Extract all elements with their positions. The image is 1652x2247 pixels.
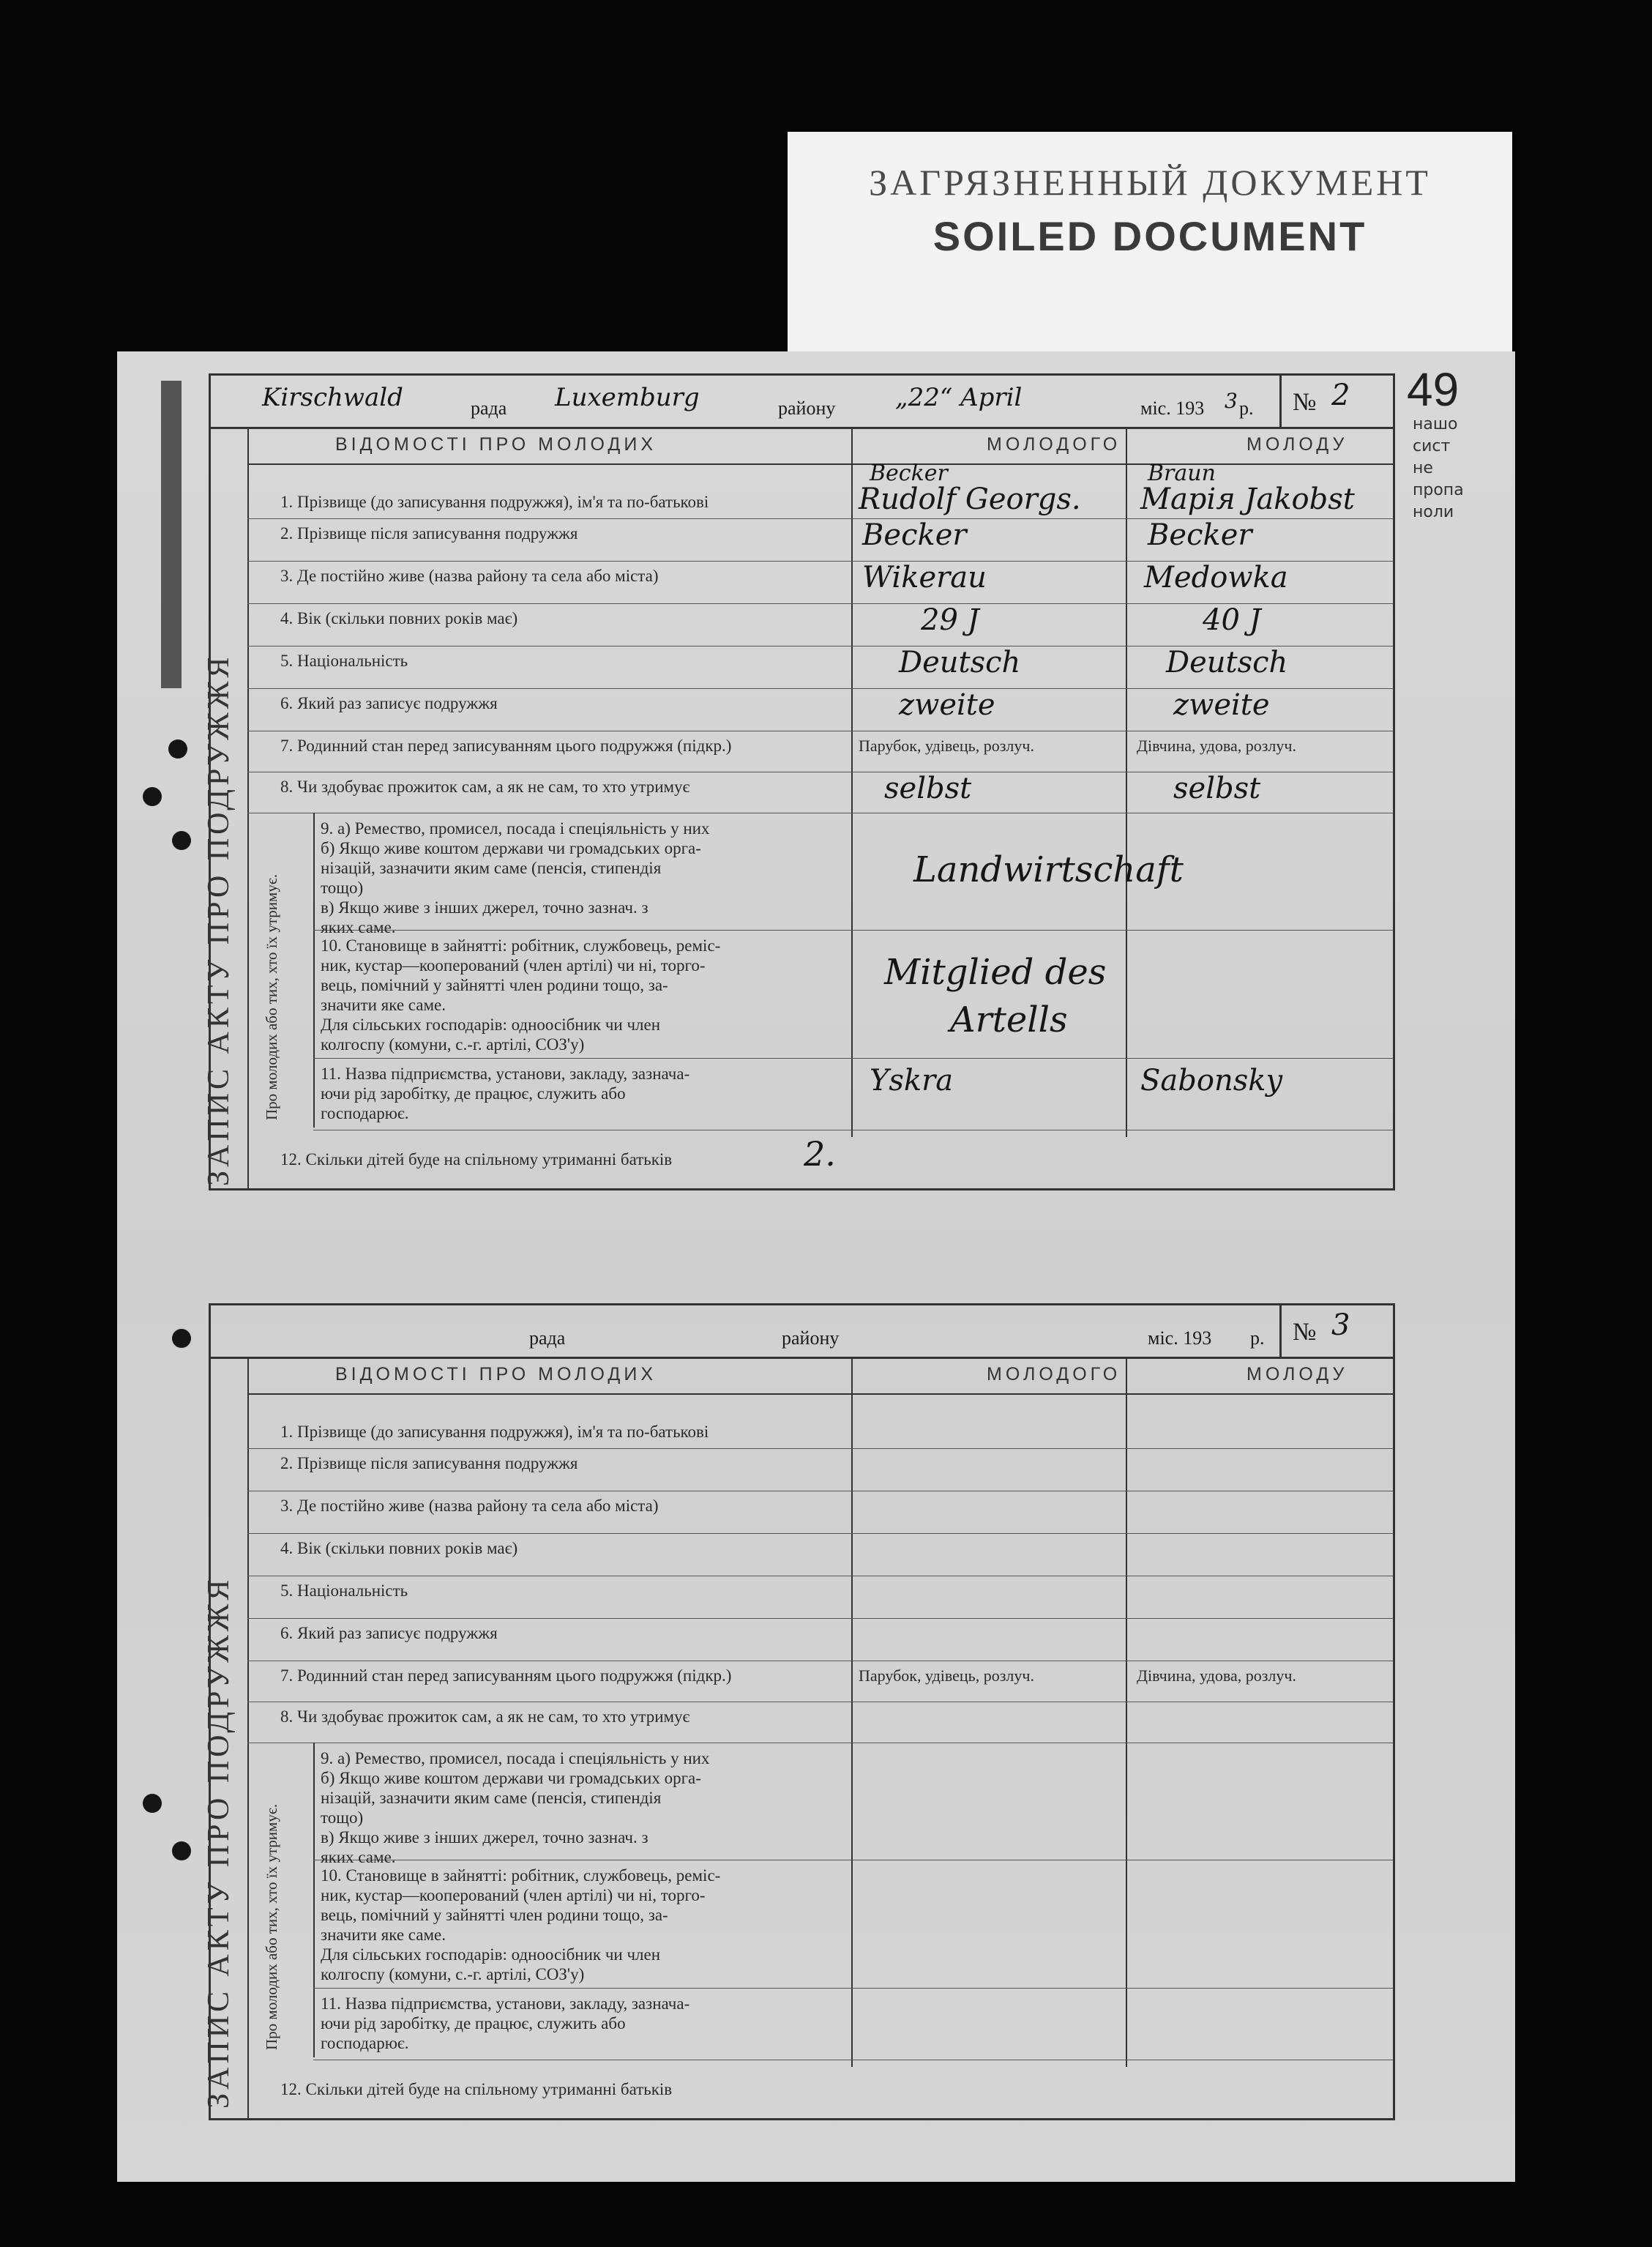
row-age: 4. Вік (скільки повних років має): [247, 1533, 1393, 1576]
row-employer: 11. Назва підприємства, установи, закладу, зазнача- ючи рід заробітку, де працює, служить або господарює. Yskra Sabonsky: [313, 1058, 1393, 1130]
column-headers: [247, 427, 1393, 465]
bride-support: selbst: [1173, 772, 1261, 805]
punch-hole: [172, 1329, 191, 1348]
row-name: 1. Прізвище (до записування подружжя), ім'я та по-батькові Becker Rudolf Georgs. Braun Марія Jakobst: [247, 463, 1393, 519]
record-number: 3: [1331, 1308, 1350, 1342]
stamp-line-en: SOILED DOCUMENT: [932, 213, 1367, 259]
groom-residence: Wikerau: [862, 561, 987, 595]
punch-hole: [143, 787, 162, 806]
groom-marriage-count: zweite: [899, 688, 995, 722]
row-marriage-count: 6. Який раз записує подружжя: [247, 1618, 1393, 1661]
row-position: 10. Становище в зайнятті: робітник, службовець, реміс- ник, кустар—кооперований (член артілі) чи ні, торго- вець, помічний у зайнятті член родини тощо, за- значити яке саме. Для сільських господарів: одноосібник чи член колгоспу (комуни, с.-г. артілі, СОЗ'у) Mitglied des Artells: [313, 930, 1393, 1059]
row-marital-status: 7. Родинний стан перед записуванням цього подружжя (підкр.) Парубок, удівець, розлуч. Дівчина, удова, розлуч.: [247, 1661, 1393, 1702]
row-support: 8. Чи здобуває прожиток сам, а як не сам, то хто утримує selbst selbst: [247, 772, 1393, 813]
form-header: [211, 376, 1393, 429]
groom-support: selbst: [884, 772, 972, 805]
bride-status-options: Дівчина, удова, розлуч.: [1137, 1666, 1296, 1685]
occupation-value: Landwirtschaft: [913, 849, 1184, 890]
row-age: 4. Вік (скільки повних років має) 29 J 40 J: [247, 603, 1393, 646]
date-value: „22“ April: [895, 383, 1023, 412]
record-number-box: [1279, 376, 1391, 427]
groom-employer: Yskra: [870, 1064, 954, 1098]
binding-strip: [161, 381, 182, 688]
bride-name: Марія Jakobst: [1140, 482, 1355, 516]
groom-column-header: МОЛОДОГО: [987, 1364, 1121, 1385]
marriage-record-form-2: [209, 1303, 1395, 2120]
children-value: 2.: [804, 1134, 836, 1174]
village-value: Kirschwald: [262, 383, 403, 412]
bride-surname-after: Becker: [1148, 518, 1252, 552]
soiled-document-stamp: [788, 132, 1512, 359]
row-occupation: 9. а) Ремество, промисел, посада і спеціяльність у них б) Якщо живе коштом держави чи громадських орга- нізацій, зазначити яким саме (пенсія, стипендія тощо) в) Якщо живе з інших джерел, точно зазнач. з яких саме.: [313, 1743, 1393, 1860]
group-side-label: Про молодих або тих, хто їх утримує.: [247, 813, 315, 1128]
stamp-line-ru: ЗАГРЯЗНЕННЫЙ ДОКУМЕНТ: [869, 162, 1431, 203]
bride-column-header: МОЛОДУ: [1247, 434, 1348, 455]
row-position: 10. Становище в зайнятті: робітник, службовець, реміс- ник, кустар—кооперований (член артілі) чи ні, торго- вець, помічний у зайнятті член родини тощо, за- значити яке саме. Для сільських господарів: одноосібник чи член колгоспу (комуни, с.-г. артілі, СОЗ'у): [313, 1860, 1393, 1989]
marriage-record-form-1: [209, 373, 1395, 1190]
groom-column-header: МОЛОДОГО: [987, 434, 1121, 455]
row-employer: 11. Назва підприємства, установи, закладу, зазнача- ючи рід заробітку, де працює, служить або господарює.: [313, 1988, 1393, 2060]
number-label: №: [1293, 1319, 1317, 1346]
row-residence: 3. Де постійно живе (назва району та села або міста): [247, 1491, 1393, 1534]
margin-notes: нашо сист не пропа ноли: [1413, 415, 1464, 521]
month-year-label: міс. 193: [1148, 1327, 1212, 1349]
row-name: 1. Прізвище (до записування подружжя), ім'я та по-батькові: [247, 1393, 1393, 1449]
column-headers: [247, 1357, 1393, 1395]
row-surname-after: 2. Прізвище після записування подружжя: [247, 1448, 1393, 1491]
bride-age: 40 J: [1203, 603, 1261, 637]
punch-hole: [168, 739, 187, 759]
row-surname-after: 2. Прізвище після записування подружжя Becker Becker: [247, 518, 1393, 562]
bride-column-header: МОЛОДУ: [1247, 1364, 1348, 1385]
row-marital-status: 7. Родинний стан перед записуванням цього подружжя (підкр.) Парубок, удівець, розлуч. Дівчина, удова, розлуч.: [247, 731, 1393, 772]
raionu-label: району: [782, 1327, 840, 1349]
groom-nationality: Deutsch: [899, 646, 1021, 679]
row-support: 8. Чи здобуває прожиток сам, а як не сам, то хто утримує: [247, 1702, 1393, 1743]
row-children: 12. Скільки дітей буде на спільному утриманні батьків: [280, 2080, 673, 2098]
rada-label: рада: [471, 398, 507, 419]
district-value: Luxemburg: [555, 383, 700, 412]
groom-status-options: Парубок, удівець, розлуч.: [859, 1666, 1034, 1685]
groom-surname: Becker: [870, 461, 948, 486]
form-header: [211, 1305, 1393, 1359]
row-children: 12. Скільки дітей буде на спільному утриманні батьків 2.: [280, 1134, 836, 1174]
year-suffix-label: р.: [1239, 398, 1254, 419]
bride-status-options: Дівчина, удова, розлуч.: [1137, 737, 1296, 755]
bride-marriage-count: zweite: [1173, 688, 1270, 722]
year-digit: 3: [1225, 389, 1238, 413]
record-number-box: [1279, 1305, 1391, 1357]
row-residence: 3. Де постійно живе (назва району та села або міста) Wikerau Medowka: [247, 561, 1393, 604]
year-suffix-label: р.: [1250, 1327, 1265, 1349]
record-number: 2: [1331, 379, 1350, 412]
punch-hole: [172, 831, 191, 850]
side-label-bottom: ЗАПИС АКТУ ПРО ПОДРУЖЖЯ: [202, 1576, 236, 2109]
page-number: 49: [1407, 363, 1459, 416]
rada-label: рада: [529, 1327, 566, 1349]
raionu-label: району: [778, 398, 836, 419]
row-nationality: 5. Національність: [247, 1576, 1393, 1619]
position-line-1: Mitglied des: [884, 952, 1107, 993]
row-occupation: 9. а) Ремество, промисел, посада і спеціяльність у них б) Якщо живе коштом держави чи громадських орга- нізацій, зазначити яким саме (пенсія, стипендія тощо) в) Якщо живе з інших джерел, точно зазнач. з яких саме. Landwirtschaft: [313, 813, 1393, 931]
groom-age: 29 J: [921, 603, 979, 637]
bride-nationality: Deutsch: [1166, 646, 1288, 679]
bride-residence: Medowka: [1144, 561, 1288, 595]
bride-surname: Braun: [1148, 461, 1216, 486]
position-line-2: Artells: [950, 999, 1068, 1040]
info-column-header: ВІДОМОСТІ ПРО МОЛОДИХ: [335, 1364, 657, 1385]
info-column-header: ВІДОМОСТІ ПРО МОЛОДИХ: [335, 434, 657, 455]
month-year-label: міс. 193: [1140, 398, 1205, 419]
row-marriage-count: 6. Який раз записує подружжя zweite zweite: [247, 688, 1393, 731]
bride-employer: Sabonsky: [1140, 1064, 1283, 1098]
punch-hole: [172, 1841, 191, 1860]
punch-hole: [143, 1794, 162, 1813]
row-nationality: 5. Національність Deutsch Deutsch: [247, 646, 1393, 689]
groom-status-options: Парубок, удівець, розлуч.: [859, 737, 1034, 755]
groom-surname-after: Becker: [862, 518, 967, 552]
side-label-top: ЗАПИС АКТУ ПРО ПОДРУЖЖЯ: [202, 653, 236, 1186]
groom-name: Rudolf Georgs.: [859, 482, 1081, 516]
number-label: №: [1293, 389, 1317, 416]
group-side-label: Про молодих або тих, хто їх утримує.: [247, 1743, 315, 2057]
